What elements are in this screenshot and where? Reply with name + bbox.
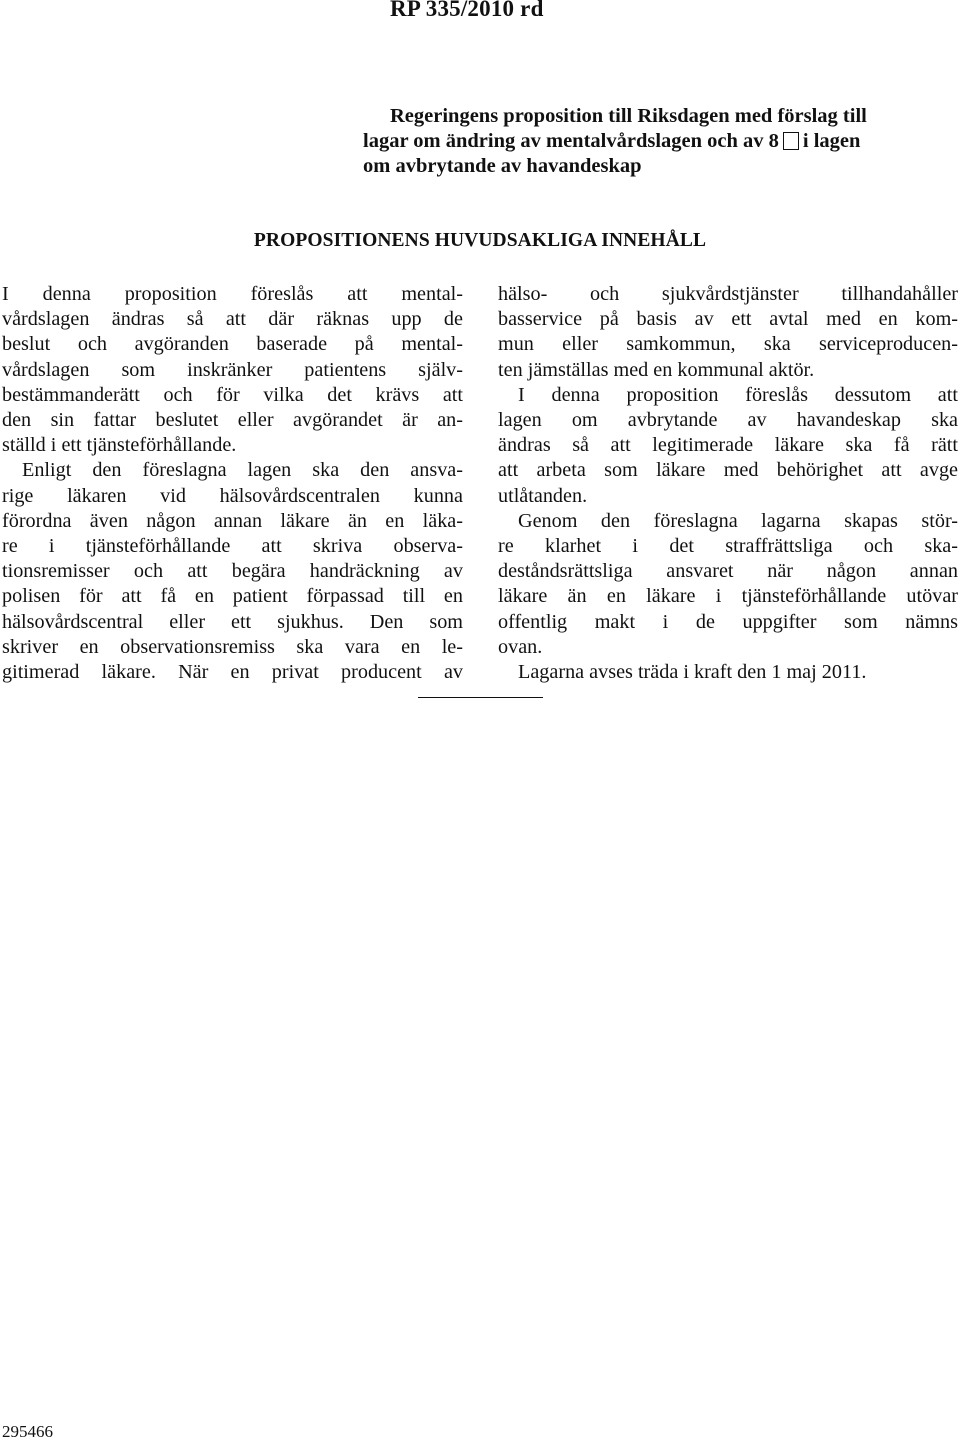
paragraph-line: ten jämställas med en kommunal aktör. <box>498 358 815 381</box>
paragraph-line: I denna proposition föreslås dessutom att <box>518 383 958 406</box>
paragraph-line: basservice på basis av ett avtal med en kom- <box>498 308 958 331</box>
paragraph-line: re klarhet i det straffrättsliga och ska- <box>498 535 958 558</box>
paragraph-line: Enligt den föreslagna lagen ska den ansva- <box>22 459 463 482</box>
paragraph-line: offentlig makt i de uppgifter som nämns <box>498 610 958 633</box>
paragraph-line: polisen för att få en patient förpassad till en <box>2 585 463 608</box>
document-number: RP 335/2010 rd <box>390 0 544 21</box>
paragraph-line: hälso- och sjukvårdstjänster tillhandahåller <box>498 283 958 305</box>
title-line-3: om avbrytande av havandeskap <box>363 155 642 177</box>
paragraph-line: den sin fattar beslutet eller avgörandet är an- <box>2 409 463 432</box>
paragraph-line: hälsovårdscentral eller ett sjukhus. Den som <box>2 610 463 633</box>
paragraph-line: skriver en observationsremiss ska vara en le- <box>2 635 463 658</box>
paragraph-line: bestämmanderätt och för vilka det krävs att <box>2 383 463 406</box>
paragraph-line: vårdslagen som inskränker patientens själv- <box>2 358 463 381</box>
box-glyph-icon <box>783 132 799 150</box>
paragraph-line: deståndsrättsliga ansvaret när någon annan <box>498 560 958 583</box>
section-heading: PROPOSITIONENS HUVUDSAKLIGA INNEHÅLL <box>253 230 707 251</box>
paragraph-line: utlåtanden. <box>498 484 588 507</box>
paragraph-line: tionsremisser och att begära handräckning av <box>2 560 463 583</box>
paragraph-line: lagen om avbrytande av havandeskap ska <box>498 409 958 432</box>
paragraph-line: att arbeta som läkare med behörighet att avge <box>498 459 958 482</box>
footer-code: 295466 <box>2 1422 53 1441</box>
paragraph-line: rige läkaren vid hälsovårdscentralen kunna <box>2 484 463 507</box>
paragraph-line: vårdslagen ändras så att där räknas upp de <box>2 308 463 331</box>
title-line-1: Regeringens proposition till Riksdagen med förslag till <box>390 105 867 127</box>
paragraph-line: beslut och avgöranden baserade på mental- <box>2 333 463 356</box>
left-column <box>2 282 463 685</box>
title-line-2-text: lagar om ändring av mentalvårdslagen och av 8 <box>363 130 779 152</box>
paragraph-line: re i tjänsteförhållande att skriva observa- <box>2 535 463 558</box>
title-line-2-end: i lagen <box>802 130 861 152</box>
right-column <box>498 282 958 685</box>
paragraph-line: Lagarna avses träda i kraft den 1 maj 2011. <box>518 661 867 684</box>
paragraph-line: gitimerad läkare. När en privat producent av <box>2 661 463 684</box>
paragraph-line: läkare än en läkare i tjänsteförhållande utövar <box>498 585 958 608</box>
paragraph-line: I denna proposition föreslås att mental- <box>2 283 463 305</box>
paragraph-line: ovan. <box>498 635 543 658</box>
end-rule <box>418 697 543 698</box>
paragraph-line: Genom den föreslagna lagarna skapas stör- <box>518 509 958 532</box>
main-title <box>363 104 960 179</box>
title-line-2 <box>363 129 960 154</box>
paragraph-line: mun eller samkommun, ska serviceproducen- <box>498 333 958 356</box>
paragraph-line: ställd i ett tjänsteförhållande. <box>2 434 237 457</box>
paragraph-line: förordna även någon annan läkare än en läka- <box>2 509 463 532</box>
paragraph-line: ändras så att legitimerade läkare ska få rätt <box>498 434 958 457</box>
